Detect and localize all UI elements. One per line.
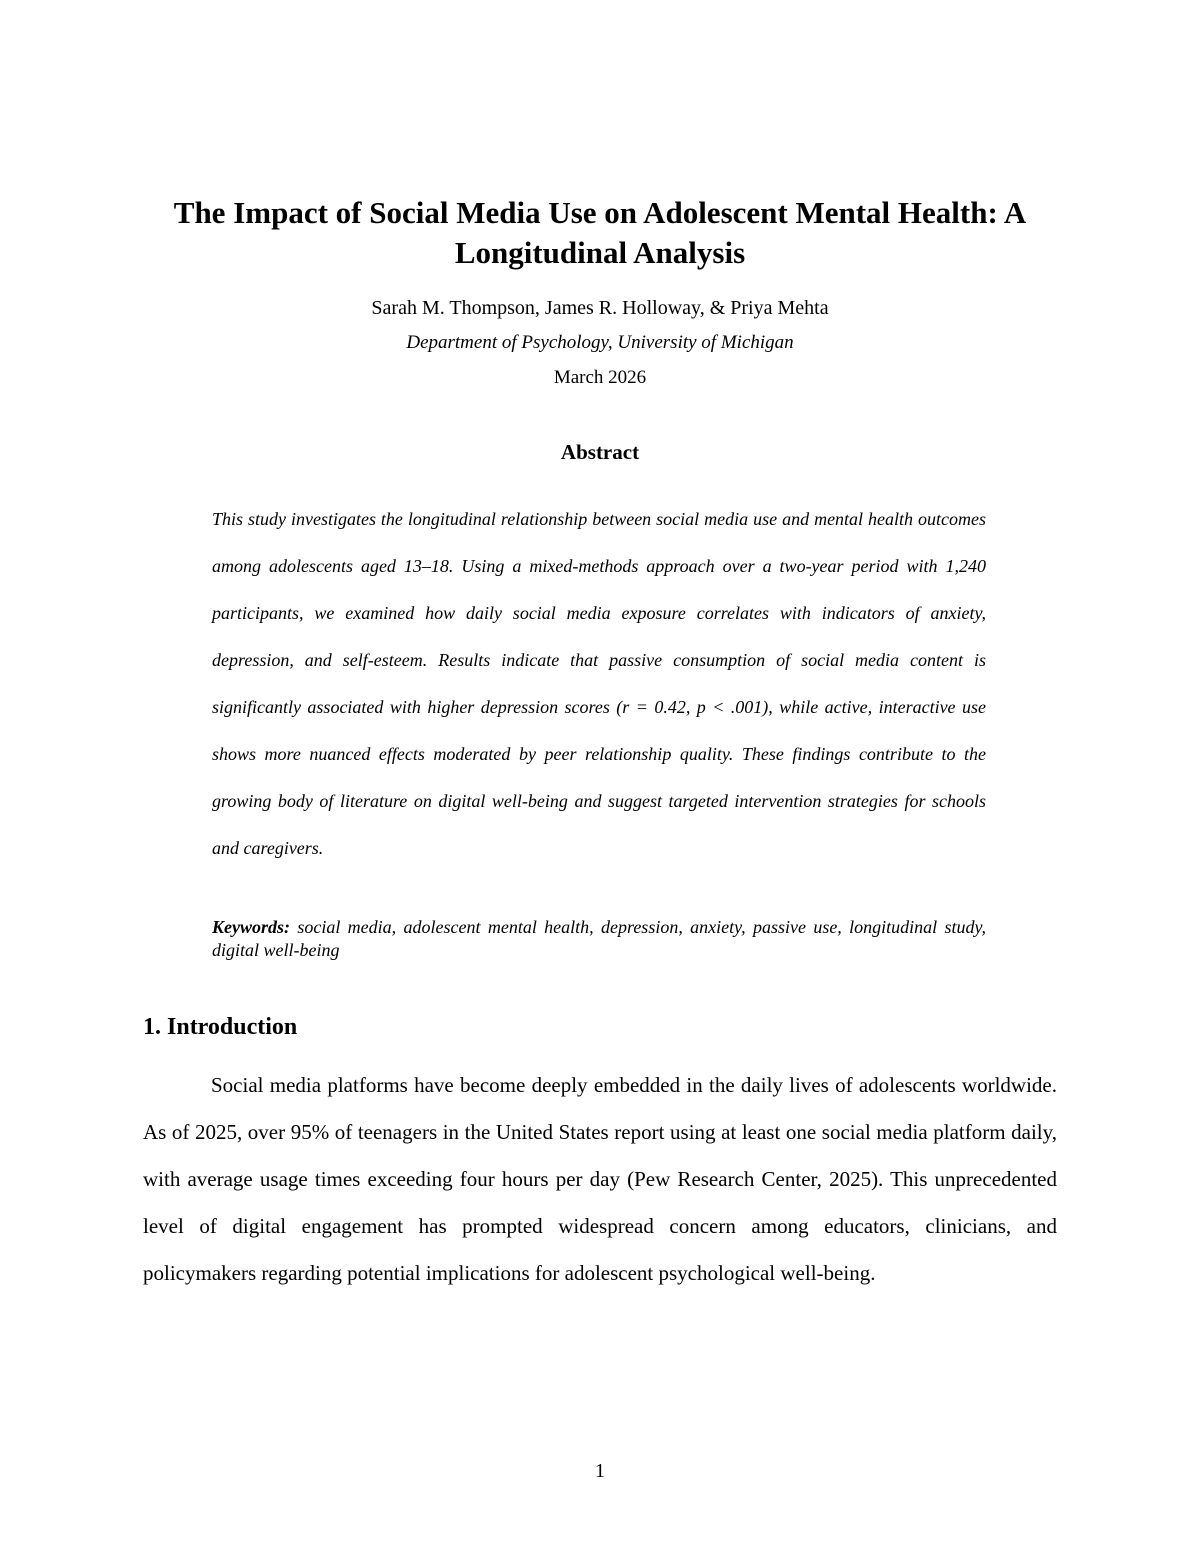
keywords-text: social media, adolescent mental health, depression, anxiety, passive use, longitudinal study, digital well-being xyxy=(212,917,987,960)
paper-title: The Impact of Social Media Use on Adolescent Mental Health: A Longitudinal Analysis xyxy=(173,195,1027,270)
author-list: Sarah M. Thompson, James R. Holloway, & Priya Mehta xyxy=(371,297,829,319)
keywords-label: Keywords: xyxy=(212,917,290,937)
abstract-heading: Abstract xyxy=(560,440,640,464)
publication-date: March 2026 xyxy=(553,367,647,388)
affiliation: Department of Psychology, University of Michigan xyxy=(406,332,794,353)
title-block xyxy=(150,193,1050,273)
abstract-body: This study investigates the longitudinal relationship between social media use and mental health outcomes among adolescents aged 13–18. Using a mixed-methods approach over a two-year period with 1,240 participants, we examined how daily social media exposure correlates with indicators of anxiety, depression, and self-esteem. Results indicate that passive consumption of social media content is significantly associated with higher depression scores (r = 0.42, p < .001), while active, interactive use shows more nuanced effects moderated by peer relationship quality. These findings contribute to the growing body of literature on digital well-being and suggest targeted intervention strategies for schools and caregivers. xyxy=(212,509,986,858)
introduction-paragraph: Social media platforms have become deeply embedded in the daily lives of adolescents worldwide. As of 2025, over 95% of teenagers in the United States report using at least one social media platform daily, with average usage times exceeding four hours per day (Pew Research Center, 2025). This unprecedented level of digital engagement has prompted widespread concern among educators, clinicians, and policymakers regarding potential implications for adolescent psychological well-being. xyxy=(143,1073,1057,1285)
keywords-line xyxy=(212,916,986,962)
page-number: 1 xyxy=(595,1460,605,1482)
section-heading-introduction: 1. Introduction xyxy=(143,1014,298,1040)
